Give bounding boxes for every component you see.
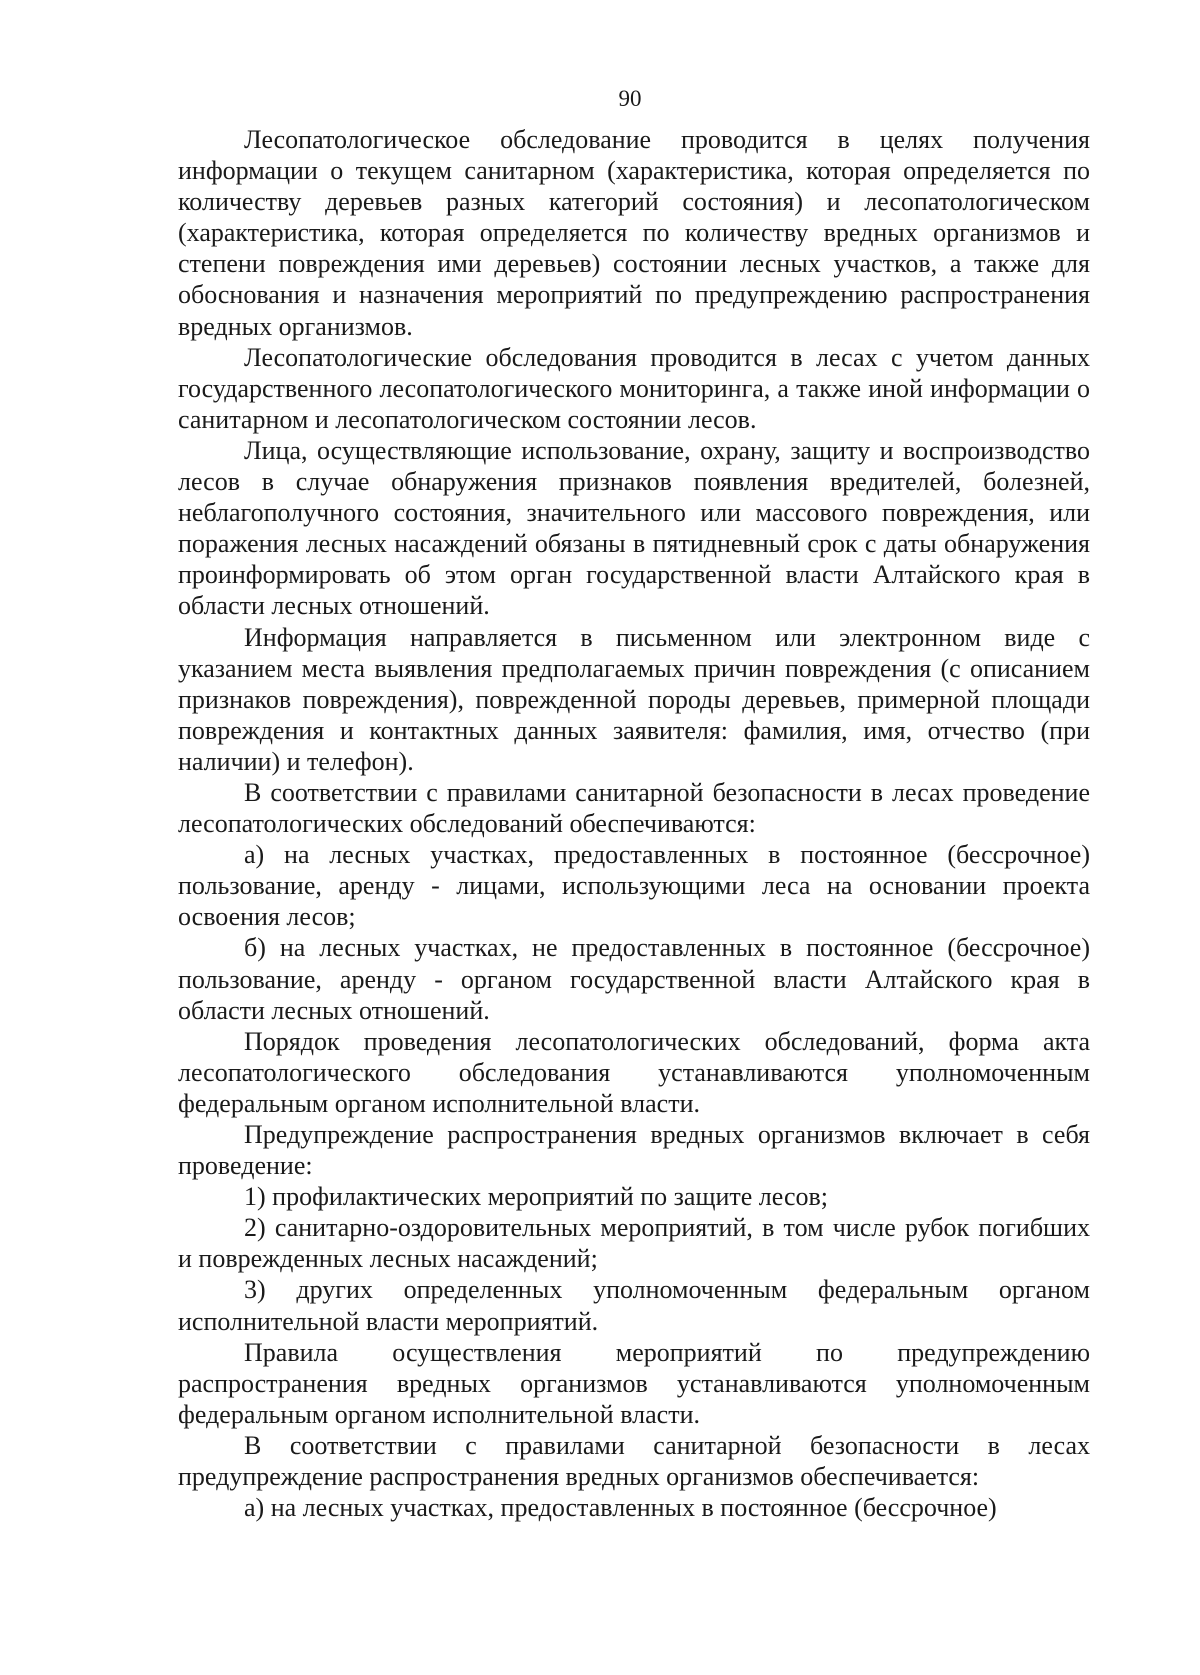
paragraph-7: Предупреждение распространения вредных организмов включает в себя проведение: [178, 1120, 1090, 1181]
paragraph-2: Лесопатологические обследования проводится в лесах с учетом данных государственного лесопатологического мониторинга, а также иной информации о санитарном и лесопатологическом состоянии лесов. [178, 342, 1090, 434]
paragraph-3: Лица, осуществляющие использование, охрану, защиту и воспроизводство лесов в случае обнаружения признаков появления вредителей, болезней, неблагополучного состояния, значительного или массового повреждения, или поражения лесных насаждений обязаны в пятидневный срок с даты обнаружения проинформировать об этом орган государственной власти Алтайского края в области лесных отношений. [178, 435, 1090, 621]
paragraph-5: В соответствии с правилами санитарной безопасности в лесах проведение лесопатологических обследований обеспечиваются: [178, 777, 1090, 839]
paragraph-8: Правила осуществления мероприятий по предупреждению распространения вредных организмов устанавливаются уполномоченным федеральным органом исполнительной власти. [178, 1337, 1090, 1429]
list-item-1: 1) профилактических мероприятий по защите лесов; [244, 1182, 828, 1212]
list-item-b: б) на лесных участках, не предоставленных в постоянное (бессрочное) пользование, аренду - органом государственной власти Алтайского края в области лесных отношений. [178, 933, 1090, 1025]
paragraph-1: Лесопатологическое обследование проводится в целях получения информации о текущем санитарном (характеристика, которая определяется по количеству деревьев разных категорий состояния) и лесопатологическом (характеристика, которая определяется по количеству вредных организмов и степени повреждения ими деревьев) состоянии лесных участков, а также для обоснования и назначения мероприятий по предупреждению распространения вредных организмов. [178, 125, 1090, 341]
document-body [178, 124, 1090, 1523]
page-number: 90 [618, 86, 642, 111]
list-item-a-2: а) на лесных участках, предоставленных в постоянное (бессрочное) [244, 1493, 997, 1523]
list-item-2: 2) санитарно-оздоровительных мероприятий, в том числе рубок погибших и поврежденных лесных насаждений; [178, 1213, 1090, 1274]
list-item-3: 3) других определенных уполномоченным федеральным органом исполнительной власти мероприятий. [178, 1275, 1090, 1336]
list-item-a: а) на лесных участках, предоставленных в постоянное (бессрочное) пользование, аренду - лицами, использующими леса на основании проекта освоения лесов; [178, 840, 1090, 932]
paragraph-4: Информация направляется в письменном или электронном виде с указанием места выявления предполагаемых причин повреждения (с описанием признаков повреждения), поврежденной породы деревьев, примерной площади повреждения и контактных данных заявителя: фамилия, имя, отчество (при наличии) и телефон). [178, 622, 1090, 776]
paragraph-9: В соответствии с правилами санитарной безопасности в лесах предупреждение распространения вредных организмов обеспечивается: [178, 1430, 1090, 1492]
paragraph-6: Порядок проведения лесопатологических обследований, форма акта лесопатологического обследования устанавливаются уполномоченным федеральным органом исполнительной власти. [178, 1026, 1090, 1118]
